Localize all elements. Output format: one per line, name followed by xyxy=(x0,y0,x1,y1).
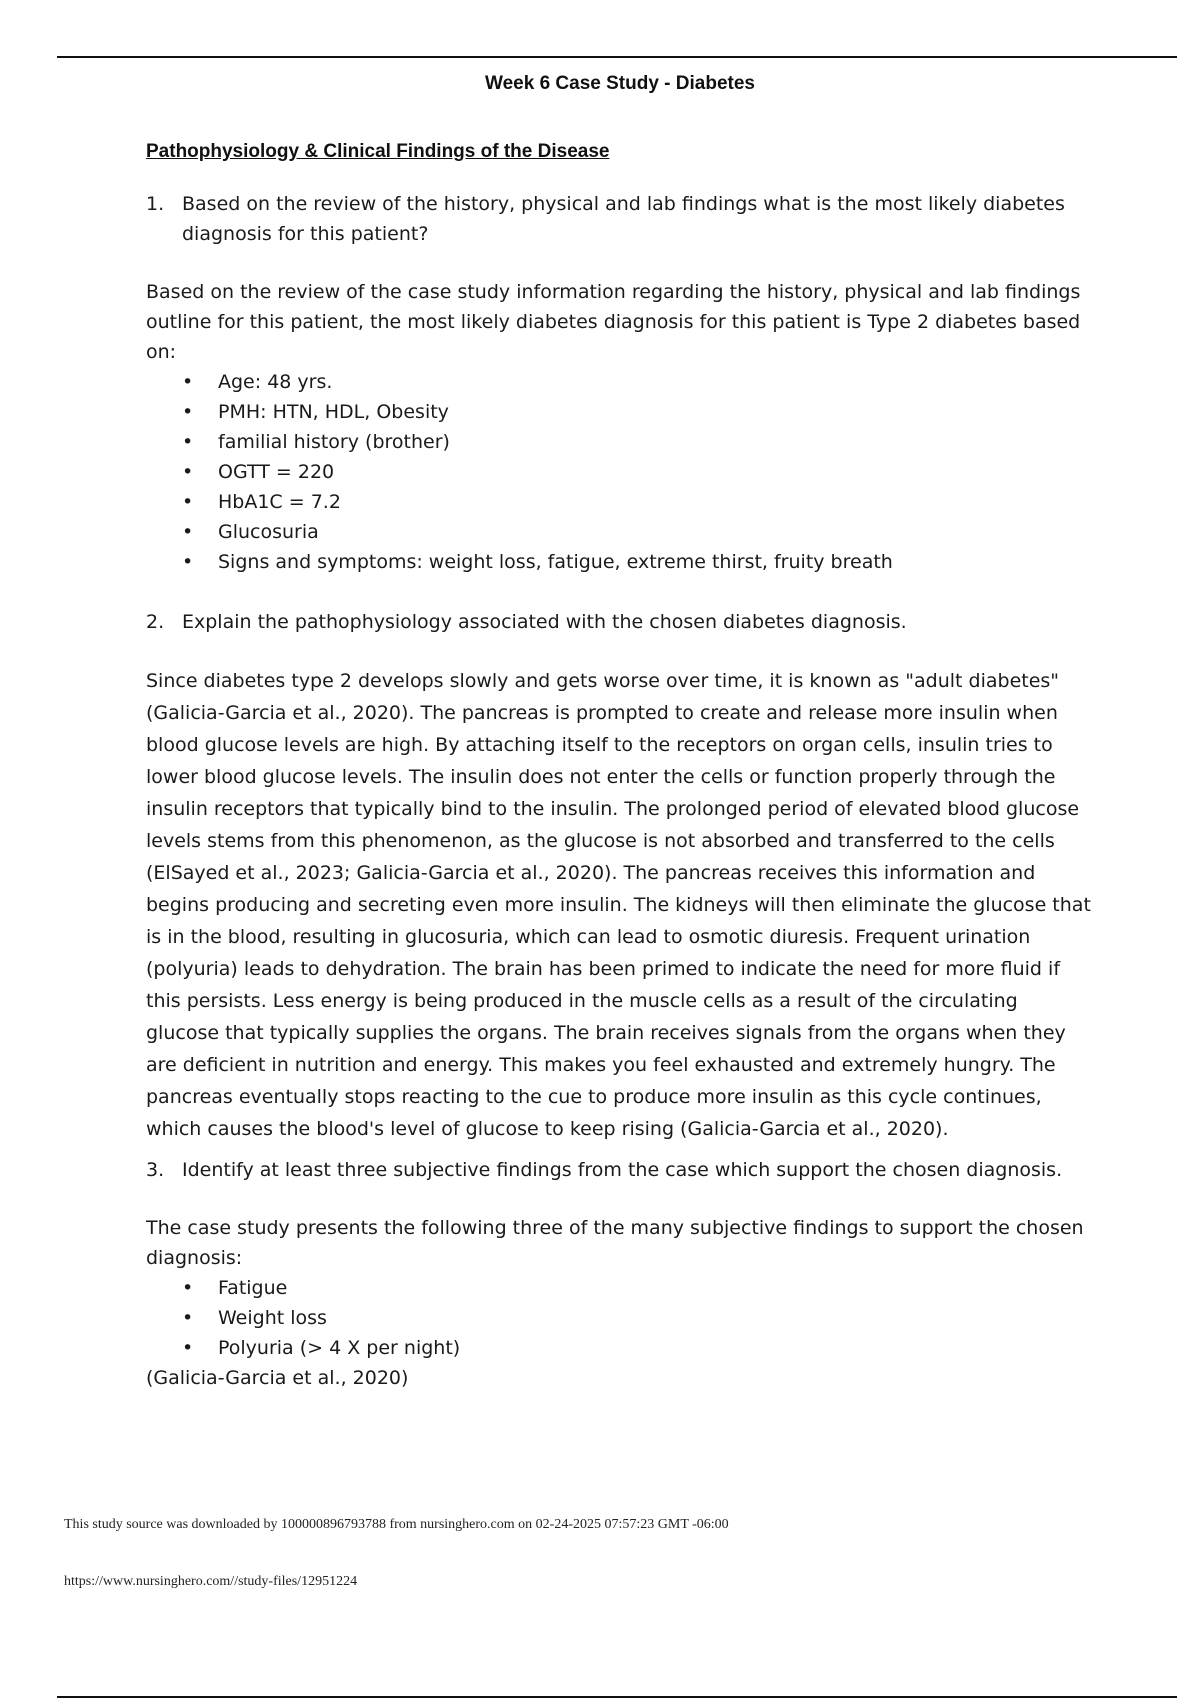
subjective-findings-list xyxy=(146,1273,1096,1363)
top-rule xyxy=(57,56,1177,58)
list-item: • Glucosuria xyxy=(182,517,1096,547)
list-item: • PMH: HTN, HDL, Obesity xyxy=(182,397,1096,427)
question-3 xyxy=(146,1155,1096,1185)
document-body xyxy=(146,141,1096,1393)
list-item: • Age: 48 yrs. xyxy=(182,367,1096,397)
document-title: Week 6 Case Study - Diabetes xyxy=(485,73,755,94)
list-item: • familial history (brother) xyxy=(182,427,1096,457)
question-number: 1. xyxy=(146,193,165,215)
question-number: 2. xyxy=(146,611,165,633)
list-item: • Signs and symptoms: weight loss, fatigue, extreme thirst, fruity breath xyxy=(182,547,1096,577)
section-heading: Pathophysiology & Clinical Findings of the Disease xyxy=(146,141,610,162)
question-2 xyxy=(146,607,1096,637)
question-text: Explain the pathophysiology associated with the chosen diabetes diagnosis. xyxy=(182,611,907,633)
source-note: This study source was downloaded by 100000896793788 from nursinghero.com on 02-24-2025 07:57:23 GMT -06:00 xyxy=(64,1517,729,1532)
list-item: • Weight loss xyxy=(182,1303,1096,1333)
list-item: • Polyuria (> 4 X per night) xyxy=(182,1333,1096,1363)
question-1 xyxy=(146,189,1096,249)
citation: (Galicia-Garcia et al., 2020) xyxy=(146,1367,409,1389)
bottom-rule xyxy=(57,1696,1177,1698)
source-url[interactable]: https://www.nursinghero.com//study-files/12951224 xyxy=(64,1574,358,1589)
list-item: • HbA1C = 7.2 xyxy=(182,487,1096,517)
list-item: • OGTT = 220 xyxy=(182,457,1096,487)
question-text: Based on the review of the history, physical and lab findings what is the most likely diabetes diagnosis for this patient? xyxy=(182,193,1065,245)
diagnosis-criteria-list xyxy=(146,367,1096,577)
answer-2: Since diabetes type 2 develops slowly and gets worse over time, it is known as "adult diabetes" (Galicia-Garcia et al., 2020). The pancreas is prompted to create and release more insulin when blood glucose levels are high. By attaching itself to the receptors on organ cells, insulin tries to lower blood glucose levels. The insulin does not enter the cells or function properly through the insulin receptors that typically bind to the insulin. The prolonged period of elevated blood glucose levels stems from this phenomenon, as the glucose is not absorbed and transferred to the cells (ElSayed et al., 2023; Galicia-Garcia et al., 2020). The pancreas receives this information and begins producing and secreting even more insulin. The kidneys will then eliminate the glucose that is in the blood, resulting in glucosuria, which can lead to osmotic diuresis. Frequent urination (polyuria) leads to dehydration. The brain has been primed to indicate the need for more fluid if this persists. Less energy is being produced in the muscle cells as a result of the circulating glucose that typically supplies the organs. The brain receives signals from the organs when they are deficient in nutrition and energy. This makes you feel exhausted and extremely hungry. The pancreas eventually stops reacting to the cue to produce more insulin as this cycle continues, which causes the blood's level of glucose to keep rising (Galicia-Garcia et al., 2020). xyxy=(146,670,1091,1140)
answer-1: Based on the review of the case study information regarding the history, physical and lab findings outline for this patient, the most likely diabetes diagnosis for this patient is Type 2 diabetes based on: xyxy=(146,281,1081,363)
question-text: Identify at least three subjective findings from the case which support the chosen diagnosis. xyxy=(182,1159,1063,1181)
question-number: 3. xyxy=(146,1159,165,1181)
list-item: • Fatigue xyxy=(182,1273,1096,1303)
answer-3: The case study presents the following three of the many subjective findings to support the chosen diagnosis: xyxy=(146,1217,1084,1269)
